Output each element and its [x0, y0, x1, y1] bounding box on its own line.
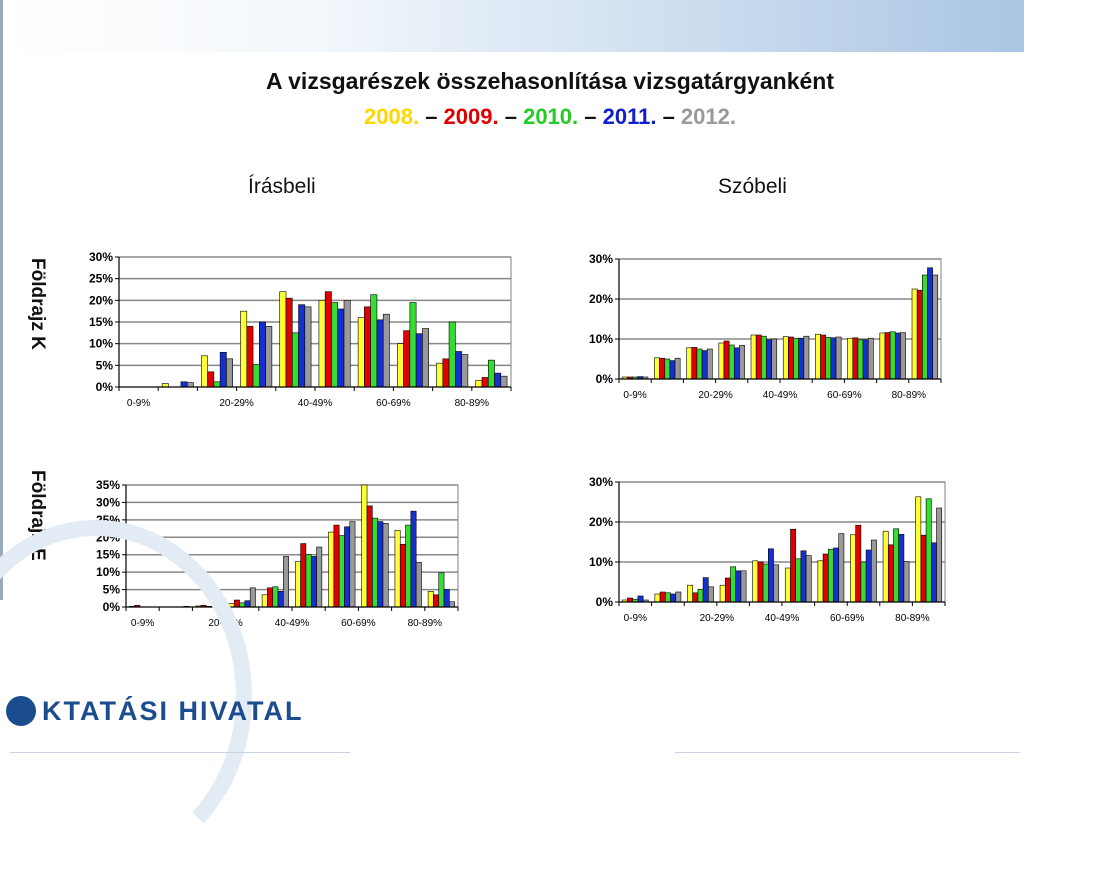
- bar: [462, 355, 468, 388]
- bar: [899, 534, 904, 602]
- bar: [422, 329, 428, 388]
- bar: [439, 573, 444, 607]
- bar: [253, 364, 259, 387]
- bar: [395, 530, 400, 607]
- bar: [406, 525, 411, 607]
- year-separator: –: [656, 104, 681, 129]
- bar: [806, 556, 811, 602]
- bar: [329, 532, 334, 607]
- bar: [299, 305, 305, 387]
- bar: [692, 347, 697, 379]
- bar: [665, 359, 670, 379]
- bar: [900, 333, 905, 379]
- y-tick-label: 5%: [102, 582, 120, 597]
- chart-svg: [575, 245, 955, 415]
- bar: [785, 568, 790, 602]
- bar: [358, 318, 364, 387]
- bar: [697, 349, 702, 379]
- bar: [371, 295, 377, 387]
- bar: [826, 337, 831, 379]
- bar: [739, 345, 744, 379]
- bar: [676, 592, 681, 602]
- bar: [853, 338, 858, 379]
- x-tick-label: 60-69%: [376, 398, 411, 409]
- bar: [916, 497, 921, 602]
- bar: [708, 587, 713, 602]
- bar: [286, 298, 292, 387]
- chart-svg: [75, 245, 490, 415]
- bar: [383, 523, 388, 607]
- bar: [917, 290, 922, 379]
- y-tick-label: 15%: [95, 547, 120, 562]
- bar: [719, 343, 724, 379]
- year-separator: –: [498, 104, 524, 129]
- x-tick-label: 80-89%: [891, 390, 927, 401]
- x-tick-label: 0-9%: [623, 390, 647, 401]
- bar: [766, 340, 771, 379]
- bar: [350, 522, 355, 607]
- bar: [362, 485, 367, 607]
- bar: [220, 352, 226, 387]
- y-tick-label: 30%: [88, 250, 113, 264]
- bar: [325, 292, 331, 387]
- x-tick-label: 80-89%: [407, 618, 443, 629]
- bar: [883, 531, 888, 602]
- bar: [848, 338, 853, 379]
- bar: [730, 567, 735, 602]
- bar: [720, 585, 725, 602]
- bar: [912, 289, 917, 379]
- chart-foldrajz-k-oral: [575, 245, 955, 420]
- bar: [488, 360, 494, 387]
- bar: [828, 549, 833, 602]
- bar: [836, 337, 841, 379]
- bar: [734, 348, 739, 379]
- bar: [922, 275, 927, 379]
- x-tick-label: 20-29%: [699, 613, 735, 624]
- bar: [455, 351, 461, 387]
- bar: [818, 561, 823, 602]
- year-label-4: 2012.: [680, 104, 736, 129]
- bar: [372, 518, 377, 607]
- bar: [801, 551, 806, 602]
- bar: [834, 548, 839, 602]
- bar: [698, 589, 703, 602]
- bar: [885, 333, 890, 379]
- bar: [933, 275, 938, 379]
- chart-foldrajz-k-written: [75, 245, 490, 420]
- bar: [655, 594, 660, 602]
- bar: [234, 600, 239, 607]
- bar: [443, 359, 449, 387]
- bar: [729, 345, 734, 379]
- bar: [670, 361, 675, 379]
- year-legend: [0, 104, 1100, 130]
- y-tick-label: 10%: [588, 332, 613, 346]
- bar: [821, 335, 826, 379]
- bar: [449, 602, 454, 607]
- y-tick-label: 0%: [595, 595, 613, 609]
- slide-title: A vizsgarészek összehasonlítása vizsgatárgyanként: [265, 68, 834, 94]
- bar: [788, 337, 793, 379]
- year-label-0: 2008.: [364, 104, 420, 129]
- bar: [259, 322, 265, 387]
- bar: [863, 340, 868, 379]
- year-separator: –: [578, 104, 603, 129]
- bar: [416, 334, 422, 387]
- bar: [794, 338, 799, 379]
- bar: [736, 571, 741, 602]
- bar: [319, 300, 325, 387]
- y-tick-label: 30%: [588, 252, 613, 266]
- bar: [761, 336, 766, 379]
- bar: [208, 372, 214, 387]
- bar: [772, 339, 777, 379]
- bar: [751, 335, 756, 379]
- y-tick-label: 0%: [95, 380, 113, 394]
- y-tick-label: 30%: [95, 495, 120, 510]
- bar: [861, 562, 866, 602]
- column-heading-written: Írásbeli: [248, 175, 316, 198]
- bar: [904, 562, 909, 602]
- x-tick-label: 60-69%: [341, 618, 376, 629]
- x-tick-label: 60-69%: [827, 390, 862, 401]
- bar: [273, 587, 278, 607]
- bar: [871, 540, 876, 602]
- y-tick-label: 0%: [102, 600, 120, 614]
- bar: [741, 571, 746, 602]
- bar: [858, 340, 863, 379]
- bar: [364, 307, 370, 387]
- bar: [187, 383, 193, 387]
- bar: [334, 525, 339, 607]
- x-tick-label: 40-49%: [274, 618, 310, 629]
- bar: [866, 550, 871, 602]
- header-gradient-band: [0, 0, 1024, 52]
- bar: [703, 578, 708, 602]
- bar: [283, 556, 288, 607]
- bar: [763, 564, 768, 602]
- bar: [367, 506, 372, 607]
- footer-rule-right: [675, 752, 1020, 753]
- footer-rule-left: [10, 752, 350, 753]
- y-tick-label: 5%: [95, 358, 113, 373]
- bar: [201, 356, 207, 387]
- bar: [437, 363, 443, 387]
- row-label-foldrajz-k: Földrajz K: [27, 258, 48, 350]
- x-tick-label: 20-29%: [698, 390, 733, 401]
- bar: [687, 585, 692, 602]
- bar: [240, 603, 245, 607]
- bar: [665, 593, 670, 602]
- bar: [638, 596, 643, 602]
- logo-o-circle: [6, 696, 36, 726]
- x-tick-label: 40-49%: [762, 390, 798, 401]
- year-separator: –: [419, 104, 444, 129]
- bar: [449, 322, 455, 387]
- bar: [937, 508, 942, 602]
- y-tick-label: 20%: [588, 515, 613, 529]
- bar: [931, 543, 936, 602]
- bar: [660, 358, 665, 379]
- bar: [774, 565, 779, 602]
- bar: [397, 344, 403, 387]
- bar: [377, 320, 383, 387]
- bar: [926, 499, 931, 602]
- x-tick-label: 80-89%: [454, 398, 490, 409]
- bar: [707, 349, 712, 379]
- bar: [344, 300, 350, 387]
- bar: [317, 547, 322, 607]
- chart-svg: [575, 470, 965, 640]
- bar: [893, 529, 898, 602]
- bar: [378, 522, 383, 607]
- bar: [247, 326, 253, 387]
- y-tick-label: 10%: [588, 555, 613, 569]
- x-tick-label: 40-49%: [764, 613, 800, 624]
- bar: [850, 535, 855, 602]
- bar: [675, 358, 680, 379]
- bar: [687, 348, 692, 379]
- y-tick-label: 20%: [95, 530, 120, 545]
- x-tick-label: 20-29%: [219, 398, 254, 409]
- x-tick-label: 80-89%: [895, 613, 930, 624]
- x-tick-label: 0-9%: [126, 398, 151, 409]
- bar: [783, 337, 788, 379]
- bar: [262, 595, 267, 607]
- bar: [702, 351, 707, 379]
- bar: [250, 588, 255, 607]
- bar: [338, 309, 344, 387]
- y-tick-label: 0%: [595, 372, 613, 386]
- bar: [292, 333, 298, 387]
- y-tick-label: 25%: [88, 271, 113, 286]
- year-label-3: 2011.: [602, 104, 657, 129]
- y-tick-label: 25%: [95, 512, 120, 527]
- bar: [383, 314, 389, 387]
- bar: [495, 373, 501, 387]
- bar: [671, 594, 676, 602]
- bar: [831, 338, 836, 379]
- bar: [654, 358, 659, 379]
- bar: [693, 593, 698, 602]
- bar: [890, 332, 895, 379]
- bar: [790, 529, 795, 602]
- bar: [895, 333, 900, 379]
- bar: [880, 333, 885, 379]
- oktatasi-hivatal-logo: [6, 688, 303, 734]
- bar: [295, 562, 300, 607]
- bar: [921, 535, 926, 602]
- bar: [331, 303, 337, 388]
- bar: [280, 292, 286, 387]
- bar: [416, 562, 421, 607]
- column-heading-oral: Szóbeli: [718, 175, 787, 198]
- bar: [311, 556, 316, 607]
- bar: [799, 338, 804, 379]
- bar: [501, 376, 507, 387]
- bar: [301, 544, 306, 607]
- y-tick-label: 20%: [88, 293, 113, 308]
- bar: [344, 527, 349, 607]
- bar: [815, 334, 820, 379]
- bar: [267, 588, 272, 607]
- x-tick-label: 0-9%: [130, 618, 155, 629]
- bar: [823, 554, 828, 602]
- y-tick-label: 20%: [588, 292, 613, 306]
- bar: [804, 336, 809, 379]
- bar: [768, 549, 773, 602]
- bar: [181, 382, 187, 387]
- bar: [796, 559, 801, 602]
- bar: [856, 525, 861, 602]
- bar: [428, 591, 433, 607]
- bar: [868, 338, 873, 379]
- chart-foldrajz-e-oral: [575, 470, 965, 645]
- x-tick-label: 40-49%: [297, 398, 333, 409]
- bar: [305, 307, 311, 387]
- bar: [278, 591, 283, 607]
- year-label-1: 2009.: [443, 104, 499, 129]
- bar: [214, 382, 220, 387]
- bar: [927, 268, 932, 379]
- y-tick-label: 35%: [95, 478, 120, 492]
- bar: [725, 578, 730, 602]
- bar: [226, 359, 232, 387]
- y-tick-label: 10%: [88, 336, 113, 351]
- bar: [753, 561, 758, 602]
- row-label-foldrajz-e: Földrajz E: [27, 470, 48, 561]
- x-tick-label: 20-29%: [208, 618, 243, 629]
- x-tick-label: 0-9%: [623, 613, 647, 624]
- bar: [660, 592, 665, 602]
- x-tick-label: 60-69%: [829, 613, 865, 624]
- bar: [241, 311, 247, 387]
- bar: [758, 562, 763, 602]
- bar: [306, 555, 311, 607]
- bar: [476, 381, 482, 388]
- bar: [400, 544, 405, 607]
- bar: [888, 545, 893, 602]
- bar: [411, 511, 416, 607]
- bar: [756, 335, 761, 379]
- bar: [339, 536, 344, 607]
- bar: [444, 590, 449, 607]
- bar: [839, 534, 844, 602]
- bar: [410, 303, 416, 388]
- bar: [266, 326, 272, 387]
- year-label-2: 2010.: [523, 104, 579, 129]
- y-tick-label: 30%: [588, 475, 613, 489]
- y-tick-label: 10%: [95, 565, 120, 580]
- bar: [433, 595, 438, 607]
- y-tick-label: 15%: [88, 315, 113, 329]
- bar: [404, 331, 410, 387]
- bar: [245, 601, 250, 607]
- bar: [482, 377, 488, 387]
- logo-text: KTATÁSI HIVATAL: [42, 695, 304, 726]
- bar: [724, 341, 729, 379]
